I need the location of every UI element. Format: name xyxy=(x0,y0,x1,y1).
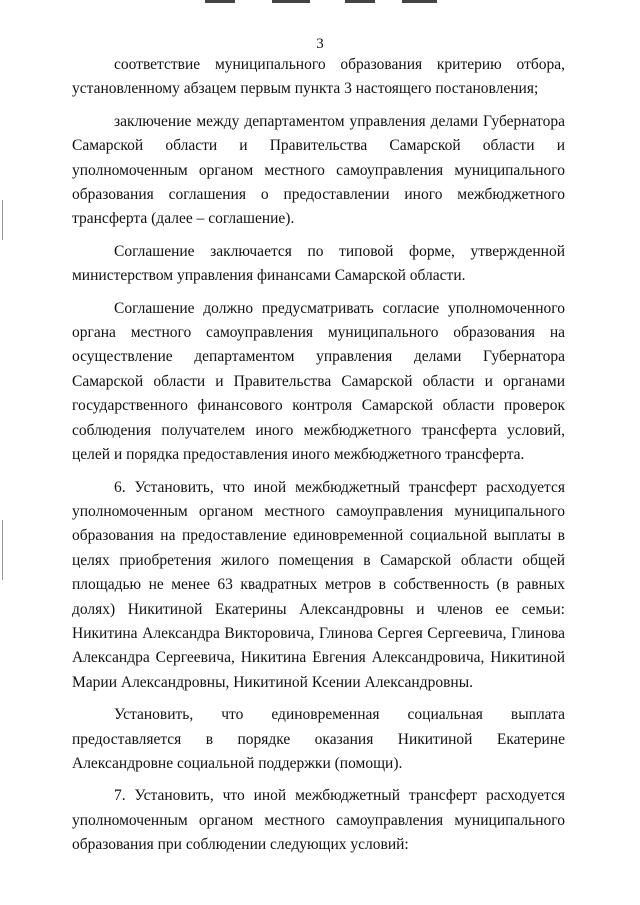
paragraph: соответствие муниципального образования критерию отбора, установленному абзацем первым пункта 3 настоящего постановления; xyxy=(72,56,565,98)
page-number: 3 xyxy=(316,36,324,52)
scan-edge-mark xyxy=(2,200,3,240)
document-body xyxy=(72,53,565,866)
paragraph: Установить, что единовременная социальная выплата предоставляется в порядке оказания Никитиной Екатерине Александровне социальной поддержки (помощи). xyxy=(72,706,565,772)
paragraph: 7. Установить, что иной межбюджетный трансферт расходуется уполномоченным органом местного самоуправления муниципального образования при соблюдении следующих условий: xyxy=(72,787,565,854)
scan-edge-mark xyxy=(2,520,3,580)
paragraph: Соглашение заключается по типовой форме, утвержденной министерством управления финансами Самарской области. xyxy=(72,242,565,285)
scan-top-marks xyxy=(0,0,640,6)
paragraph: заключение между департаментом управления делами Губернатора Самарской области и Правительства Самарской области и уполномоченным органом местного самоуправления муниципального образования соглашения о предоставлении иного межбюджетного трансферта (далее – соглашение). xyxy=(72,112,565,228)
paragraph: Соглашение должно предусматривать согласие уполномоченного органа местного самоуправления муниципального образования на осуществление департаментом управления делами Губернатора Самарской области и Правительства Самарской области и органами государственного финансового контроля Самарской области проверок соблюдения получателем иного межбюджетного трансферта условий, целей и порядка предоставления иного межбюджетного трансферта. xyxy=(72,299,565,464)
paragraph: 6. Установить, что иной межбюджетный трансферт расходуется уполномоченным органом местного самоуправления муниципального образования на предоставление единовременной социальной выплаты в целях приобретения жилого помещения в Самарской области общей площадью не менее 63 квадратных метров в собственность (в равных долях) Никитиной Екатерины Александровны и членов ее семьи: Никитина Александра Викторовича, Глинова Сергея Сергеевича, Глинова Александра Сергеевича, Никитина Евгения Александровича, Никитиной Марии Александровны, Никитиной Ксении Александровны. xyxy=(72,478,565,691)
